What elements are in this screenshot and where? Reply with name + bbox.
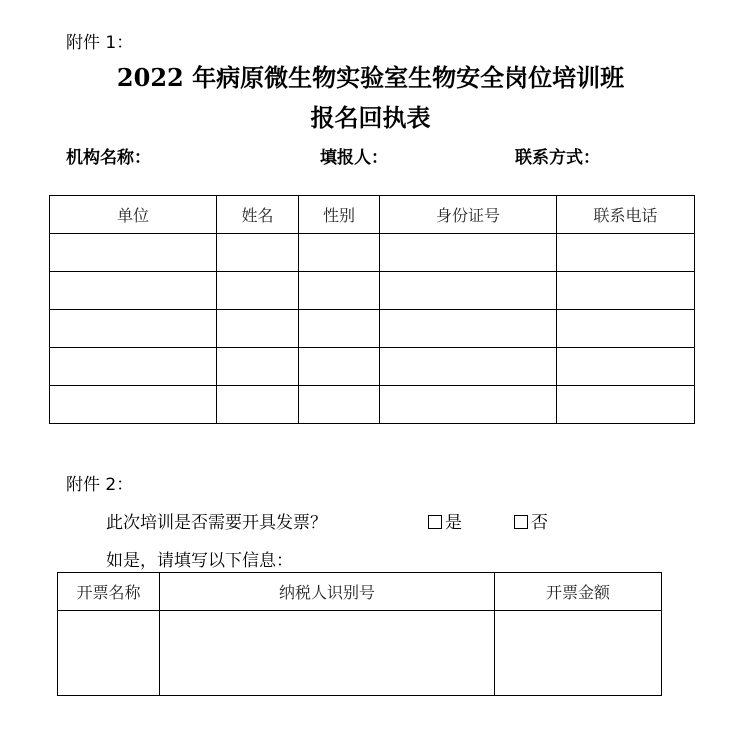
invoice-table (57, 572, 662, 696)
header-gender: 性别 (299, 196, 380, 234)
header-unit: 单位 (50, 196, 217, 234)
invoice-instruction: 如是，请填写以下信息： (106, 551, 293, 571)
table-row (50, 234, 695, 272)
cell-gender[interactable] (299, 234, 380, 272)
institution-name-label: 机构名称： (66, 148, 151, 168)
cell-gender[interactable] (299, 386, 380, 424)
checkbox-yes[interactable] (428, 515, 442, 529)
registration-header-row (50, 196, 695, 234)
registration-table (49, 195, 695, 424)
cell-phone[interactable] (557, 386, 695, 424)
cell-gender[interactable] (299, 272, 380, 310)
table-row (50, 386, 695, 424)
header-name: 姓名 (217, 196, 299, 234)
checkbox-no[interactable] (514, 515, 528, 529)
cell-name[interactable] (217, 348, 299, 386)
option-yes-label: 是 (445, 513, 462, 533)
header-taxpayer-id: 纳税人识别号 (160, 573, 495, 611)
cell-phone[interactable] (557, 234, 695, 272)
filler-label: 填报人： (320, 148, 388, 168)
cell-phone[interactable] (557, 310, 695, 348)
contact-label: 联系方式： (515, 148, 600, 168)
attachment-2-label: 附件 2： (66, 475, 134, 495)
cell-id-number[interactable] (380, 272, 557, 310)
table-row (58, 611, 662, 696)
table-row (50, 348, 695, 386)
cell-unit[interactable] (50, 386, 217, 424)
cell-gender[interactable] (299, 348, 380, 386)
cell-id-number[interactable] (380, 310, 557, 348)
option-no-label: 否 (531, 513, 548, 533)
header-id-number: 身份证号 (380, 196, 557, 234)
header-phone: 联系电话 (557, 196, 695, 234)
cell-name[interactable] (217, 234, 299, 272)
invoice-question: 此次培训是否需要开具发票？ (106, 513, 327, 533)
cell-invoice-amount[interactable] (495, 611, 662, 696)
cell-name[interactable] (217, 272, 299, 310)
cell-id-number[interactable] (380, 348, 557, 386)
cell-id-number[interactable] (380, 234, 557, 272)
header-invoice-title: 开票名称 (58, 573, 160, 611)
table-row (50, 310, 695, 348)
option-yes[interactable] (428, 508, 462, 533)
table-row (50, 272, 695, 310)
cell-unit[interactable] (50, 234, 217, 272)
cell-gender[interactable] (299, 310, 380, 348)
cell-phone[interactable] (557, 272, 695, 310)
cell-unit[interactable] (50, 310, 217, 348)
cell-name[interactable] (217, 386, 299, 424)
option-no[interactable] (514, 508, 548, 533)
title-line-2: 报名回执表 (310, 103, 431, 132)
header-invoice-amount: 开票金额 (495, 573, 662, 611)
attachment-1-label: 附件 1： (66, 33, 134, 53)
invoice-header-row (58, 573, 662, 611)
cell-invoice-title[interactable] (58, 611, 160, 696)
cell-unit[interactable] (50, 272, 217, 310)
cell-phone[interactable] (557, 348, 695, 386)
cell-id-number[interactable] (380, 386, 557, 424)
cell-unit[interactable] (50, 348, 217, 386)
title-line-1: 2022 年病原微生物实验室生物安全岗位培训班 (116, 63, 625, 92)
cell-taxpayer-id[interactable] (160, 611, 495, 696)
cell-name[interactable] (217, 310, 299, 348)
